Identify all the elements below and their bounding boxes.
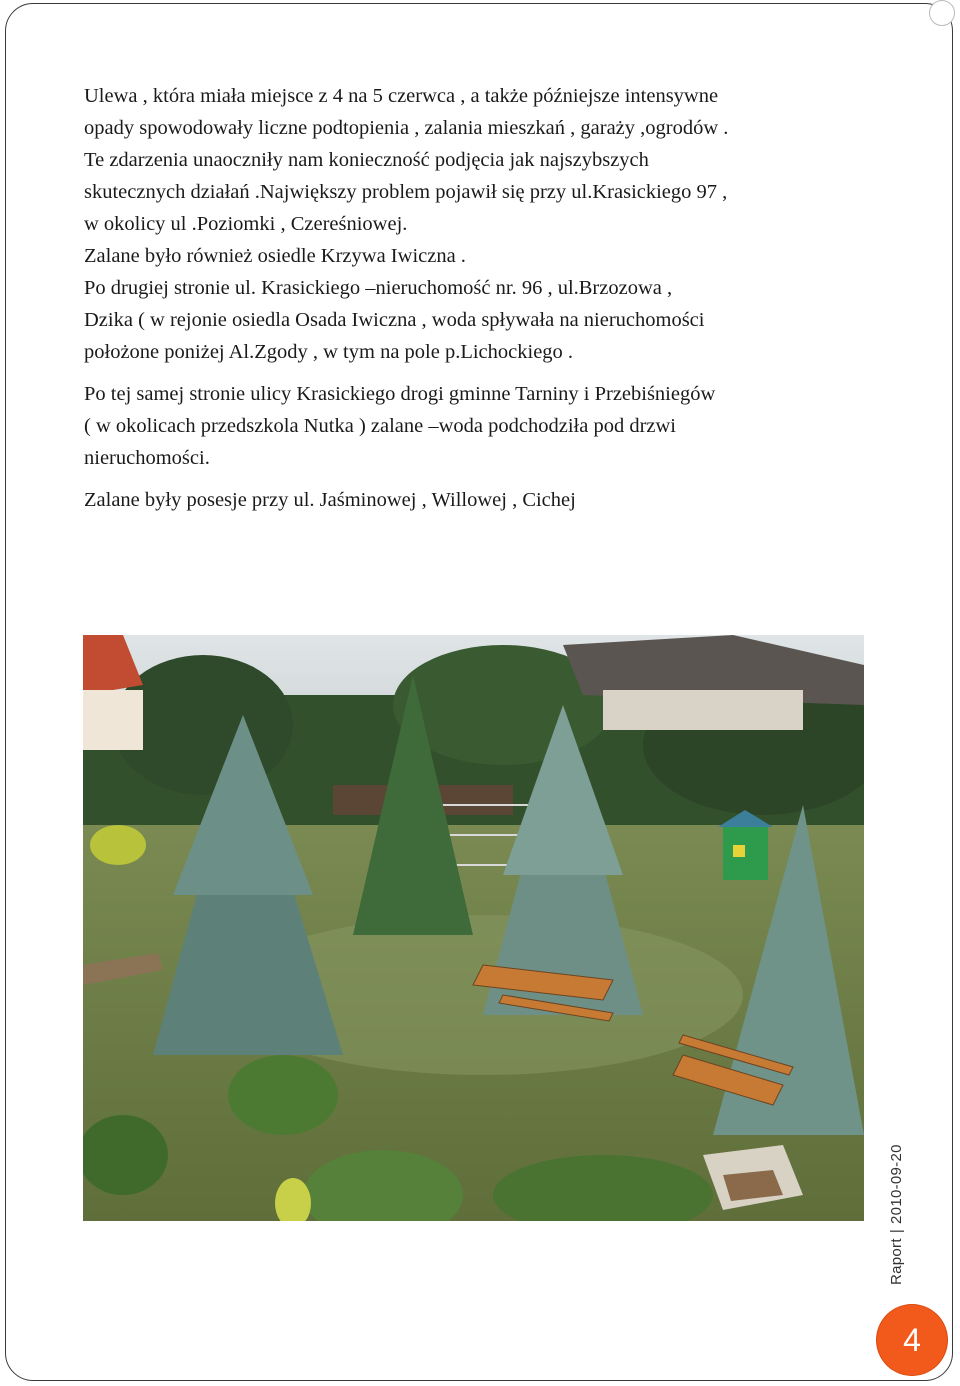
text-line: w okolicy ul .Poziomki , Czereśniowej.	[84, 213, 408, 235]
label-separator: |	[888, 1228, 905, 1234]
text-line: położone poniżej Al.Zgody , w tym na pole p.Lichockiego .	[84, 341, 574, 363]
flooded-garden-illustration	[83, 635, 864, 1221]
report-date: 2010-09-20	[888, 1144, 905, 1224]
text-line: Te zdarzenia unaoczniły nam konieczność podjęcia jak najszybszych	[84, 149, 649, 171]
text-line: Dzika ( w rejonie osiedla Osada Iwiczna , woda spływała na nieruchomości	[84, 309, 705, 331]
text-line: nieruchomości.	[84, 447, 210, 469]
text-line: Ulewa , która miała miejsce z 4 na 5 czerwca , a także późniejsze intensywne	[84, 85, 719, 107]
report-side-label	[888, 1144, 905, 1285]
paragraph-1	[84, 80, 864, 368]
text-line: opady spowodowały liczne podtopienia , zalania mieszkań , garaży ,ogrodów .	[84, 117, 729, 139]
text-line: Zalane było również osiedle Krzywa Iwiczna .	[84, 245, 466, 267]
report-title: Raport	[888, 1238, 905, 1285]
text-line: Po drugiej stronie ul. Krasickiego –nieruchomość nr. 96 , ul.Brzozowa ,	[84, 277, 673, 299]
body-text	[84, 80, 864, 516]
page-number: 4	[903, 1321, 921, 1358]
paragraph-3	[84, 484, 864, 516]
text-line: skutecznych działań .Największy problem pojawił się przy ul.Krasickiego 97 ,	[84, 181, 728, 203]
text-line: Zalane były posesje przy ul. Jaśminowej , Willowej , Cichej	[84, 489, 576, 511]
page-number-badge	[877, 1305, 947, 1375]
flooded-garden-photo	[83, 635, 864, 1221]
text-line: ( w okolicach przedszkola Nutka ) zalane –woda podchodziła pod drzwi	[84, 415, 676, 437]
corner-circle	[929, 0, 955, 26]
text-line: Po tej samej stronie ulicy Krasickiego drogi gminne Tarniny i Przebiśniegów	[84, 383, 716, 405]
paragraph-2	[84, 378, 864, 474]
